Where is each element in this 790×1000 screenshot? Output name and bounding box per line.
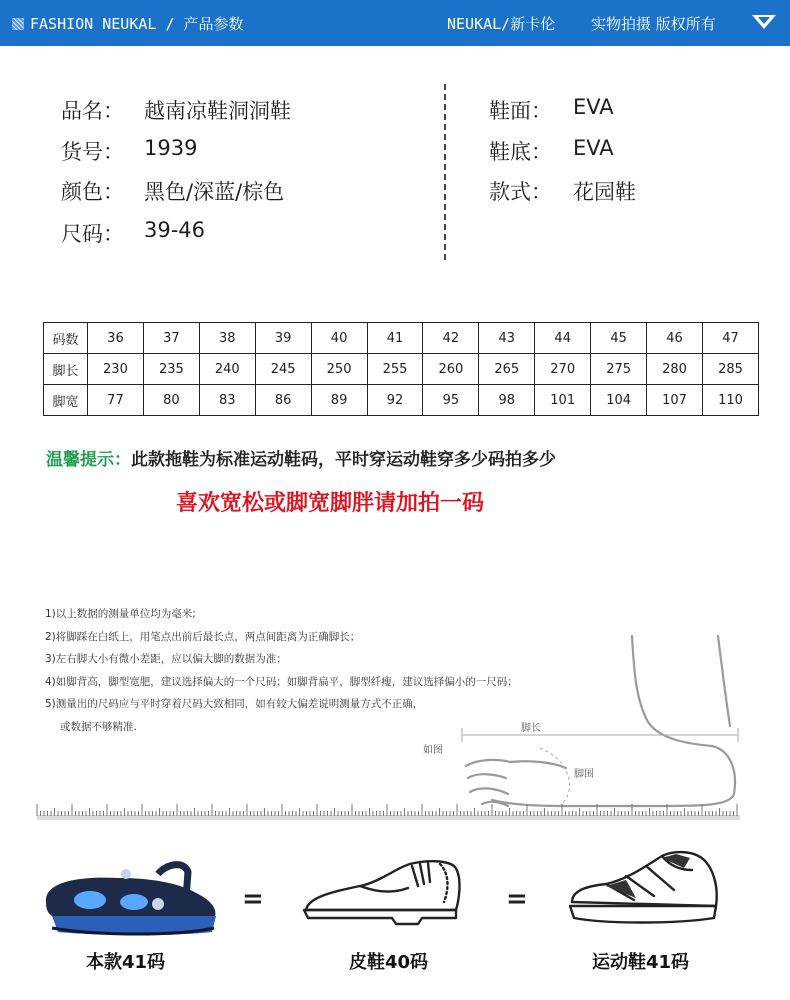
tip-line xyxy=(46,445,556,470)
param-label: 品名： xyxy=(61,99,124,123)
foot-length-label: 脚长 xyxy=(521,723,541,734)
param-label: 颜色： xyxy=(61,180,124,204)
size-cell: 285 xyxy=(702,354,758,385)
tip-label: 温馨提示： xyxy=(46,450,131,470)
size-cell: 83 xyxy=(199,385,255,416)
param-item-no xyxy=(61,136,198,166)
size-cell: 275 xyxy=(591,354,647,385)
param-value: EVA xyxy=(573,95,614,119)
param-label: 尺码： xyxy=(61,222,124,246)
param-value: 1939 xyxy=(144,136,198,160)
size-cell: 38 xyxy=(199,323,255,354)
example-label: 如图 xyxy=(423,745,443,756)
size-table xyxy=(43,322,759,416)
size-cell: 250 xyxy=(311,354,367,385)
param-label: 款式： xyxy=(489,180,552,204)
size-cell: 230 xyxy=(88,354,144,385)
equals-sign: = xyxy=(506,884,528,914)
foot-girth-label: 脚围 xyxy=(574,769,594,780)
size-table-row xyxy=(44,354,759,385)
size-cell: 280 xyxy=(647,354,703,385)
size-cell: 37 xyxy=(143,323,199,354)
param-upper xyxy=(489,95,614,125)
size-cell: 41 xyxy=(367,323,423,354)
tip-highlight: 喜欢宽松或脚宽脚胖请加拍一码 xyxy=(175,491,484,516)
size-cell: 235 xyxy=(143,354,199,385)
measure-lines xyxy=(462,728,738,806)
size-row-header: 码数 xyxy=(44,323,88,354)
size-cell: 40 xyxy=(311,323,367,354)
size-cell: 260 xyxy=(423,354,479,385)
size-cell: 39 xyxy=(255,323,311,354)
param-divider xyxy=(444,84,446,260)
size-cell: 42 xyxy=(423,323,479,354)
size-cell: 86 xyxy=(255,385,311,416)
param-label: 鞋底： xyxy=(489,140,552,164)
caption-sandal: 本款41码 xyxy=(86,952,166,973)
size-cell: 104 xyxy=(591,385,647,416)
size-cell: 270 xyxy=(535,354,591,385)
size-cell: 46 xyxy=(647,323,703,354)
param-value: 花园鞋 xyxy=(573,180,636,204)
param-value: EVA xyxy=(573,136,614,160)
size-cell: 44 xyxy=(535,323,591,354)
param-name xyxy=(61,95,291,125)
foot-outline-icon xyxy=(466,636,735,806)
size-cell: 77 xyxy=(88,385,144,416)
size-cell: 110 xyxy=(702,385,758,416)
size-cell: 255 xyxy=(367,354,423,385)
note-line: 2)将脚踩在白纸上，用笔点出前后最长点，两点间距离为正确脚长； xyxy=(45,630,361,643)
header-tagline: 实物拍摄 版权所有 xyxy=(591,15,716,33)
foot-diagram xyxy=(0,620,790,830)
size-cell: 245 xyxy=(255,354,311,385)
size-cell: 95 xyxy=(423,385,479,416)
size-row-header: 脚宽 xyxy=(44,385,88,416)
param-label: 货号： xyxy=(61,140,124,164)
size-cell: 80 xyxy=(143,385,199,416)
param-color xyxy=(61,176,285,206)
size-cell: 98 xyxy=(479,385,535,416)
size-cell: 240 xyxy=(199,354,255,385)
tip-text: 此款拖鞋为标准运动鞋码，平时穿运动鞋穿多少码拍多少 xyxy=(131,450,556,470)
param-sole xyxy=(489,136,614,166)
note-line: 1)以上数据的测量单位均为毫米; xyxy=(45,608,196,620)
note-line: 3)左右脚大小有微小差距，应以偏大脚的数据为准； xyxy=(45,653,287,665)
param-label: 鞋面： xyxy=(489,99,552,123)
param-value: 黑色/深蓝/棕色 xyxy=(144,180,285,204)
pattern-square-icon xyxy=(12,18,24,30)
note-line: 5)测量出的尺码应与平时穿着尺码大致相同，如有较大偏差说明测量方式不正确， xyxy=(45,698,424,710)
caption-leather-shoe: 皮鞋40码 xyxy=(349,952,429,973)
size-cell: 36 xyxy=(88,323,144,354)
header-left xyxy=(12,13,244,34)
leather-shoe-icon xyxy=(300,852,466,932)
size-row-header: 脚长 xyxy=(44,354,88,385)
size-cell: 43 xyxy=(479,323,535,354)
size-table-row xyxy=(44,323,759,354)
size-cell: 47 xyxy=(702,323,758,354)
size-table-row xyxy=(44,385,759,416)
note-line: 或数据不够精准. xyxy=(60,720,137,733)
size-cell: 265 xyxy=(479,354,535,385)
sneaker-icon xyxy=(566,846,726,930)
header-bar xyxy=(0,0,790,46)
header-brand: NEUKAL/新卡伦 xyxy=(447,15,556,33)
size-cell: 101 xyxy=(535,385,591,416)
size-cell: 92 xyxy=(367,385,423,416)
param-value: 39-46 xyxy=(144,218,206,242)
param-value: 越南凉鞋洞洞鞋 xyxy=(144,99,291,123)
note-line: 4)如脚背高，脚型宽肥，建议选择偏大的一个尺码；如脚背扁平，脚型纤瘦，建议选择偏小的一尺码； xyxy=(45,675,518,688)
size-cell: 107 xyxy=(647,385,703,416)
header-title: FASHION NEUKAL / 产品参数 xyxy=(30,15,244,33)
caption-sneaker: 运动鞋41码 xyxy=(592,952,690,973)
triangle-down-icon xyxy=(752,15,776,29)
size-cell: 89 xyxy=(311,385,367,416)
param-size xyxy=(61,218,206,248)
size-cell: 45 xyxy=(591,323,647,354)
param-style xyxy=(489,176,636,206)
equals-sign: = xyxy=(242,884,264,914)
sandal-image xyxy=(38,852,224,940)
